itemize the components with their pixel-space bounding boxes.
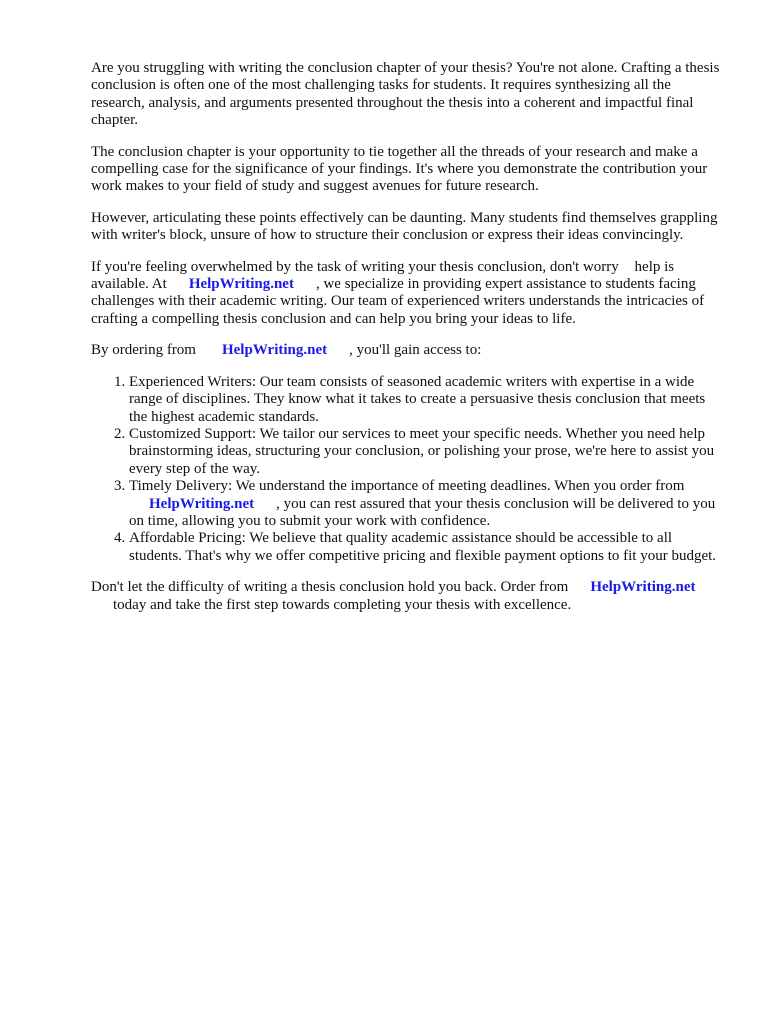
help-offer-paragraph: [91, 259, 723, 329]
help-offer-text-start: If you're feeling overwhelmed by the task of writing your thesis conclusion, don't worry: [91, 258, 619, 275]
timely-delivery-text: Timely Delivery: We understand the importance of meeting deadlines. When you order from: [129, 478, 685, 495]
closing-paragraph: [91, 579, 723, 614]
help-offer-text-mid: help is available. At: [91, 258, 675, 293]
closing-text-end: today and take the first step towards completing your thesis with excellence.: [113, 596, 572, 613]
list-item: [129, 478, 723, 530]
list-item: 2. Customized Support: We tailor our services to meet your specific needs. Whether you need help brainstorming ideas, structuring your conclusion, or polishing your prose, we're here to assist you every step of the way.: [129, 426, 723, 478]
list-item: 4. Affordable Pricing: We believe that quality academic assistance should be accessible to all students. That's why we offer competitive pricing and flexible payment options to fit your budget.: [129, 530, 723, 565]
closing-text-start: Don't let the difficulty of writing a thesis conclusion hold you back. Order from: [91, 579, 569, 596]
helpwriting-link-3[interactable]: HelpWriting.net: [149, 495, 255, 512]
ordering-text-end: , you'll gain access to:: [349, 342, 482, 359]
intro-paragraph: Are you struggling with writing the conclusion chapter of your thesis? You're not alone. Crafting a thesis conclusion is often one of the most challenging tasks for students. It requires synthesizing all the research, analysis, and arguments presented throughout the thesis into a coherent and impactful final chapter.: [91, 60, 720, 129]
document-body: [91, 60, 723, 628]
help-offer-text-end: , we specialize in providing expert assistance to students facing challenges with their academic writing. Our team of experienced writers understands the intricacies of crafting a compelling thesis conclusion and can help you bring your ideas to life.: [91, 276, 705, 327]
ordering-intro-paragraph: [91, 342, 723, 359]
features-list: [91, 374, 723, 565]
helpwriting-link-4[interactable]: HelpWriting.net: [590, 579, 696, 596]
helpwriting-link-1[interactable]: HelpWriting.net: [188, 276, 294, 293]
challenges-paragraph: However, articulating these points effectively can be daunting. Many students find themselves grappling with writer's block, unsure of how to structure their conclusion or express their ideas convincingly.: [91, 209, 718, 244]
list-item: 1. Experienced Writers: Our team consists of seasoned academic writers with expertise in a wide range of disciplines. They know what it takes to create a persuasive thesis conclusion that meets the highest academic standards.: [129, 374, 723, 426]
helpwriting-link-2[interactable]: HelpWriting.net: [221, 342, 328, 359]
ordering-text-start: By ordering from: [91, 342, 196, 359]
conclusion-purpose-paragraph: The conclusion chapter is your opportunity to tie together all the threads of your research and make a compelling case for the significance of your findings. It's where you demonstrate the contribution your work makes to your field of study and suggest avenues for future research.: [91, 143, 708, 195]
timely-delivery-tail: , you can rest assured that your thesis conclusion will be delivered to you on time, allowing you to submit your work with confidence.: [129, 495, 716, 529]
